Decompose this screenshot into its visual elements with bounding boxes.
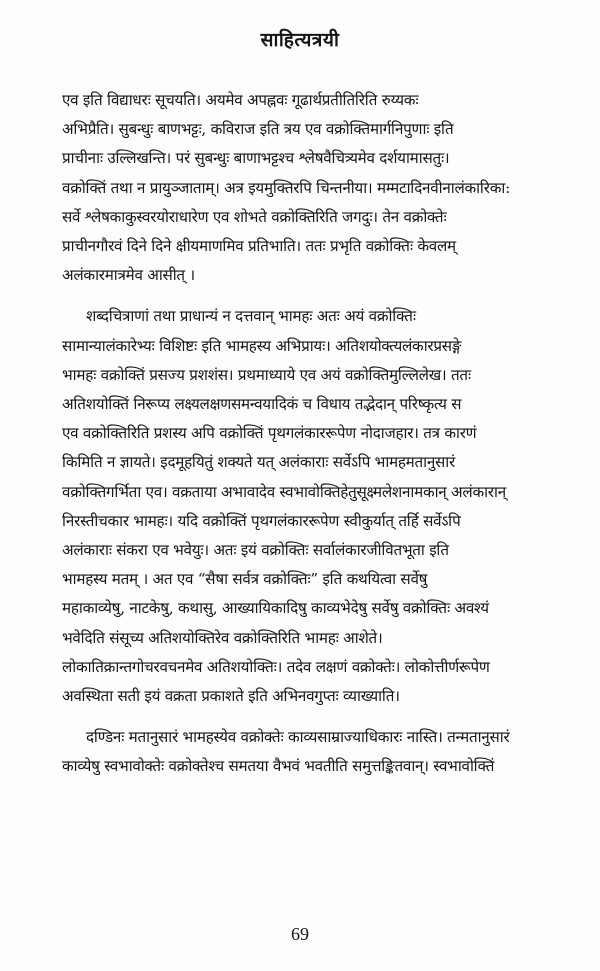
text-line: निरस्तीचकार भामहः। यदि वक्रोक्तिं पृथगलंकाररूपेण स्वीकुर्यात् तर्हि सर्वेऽपि: [62, 511, 461, 530]
text-line: काव्येषु स्वभावोक्तेः वक्रोक्तेश्च समतया वैभवं भवतीति समुत्तङ्कितवान्। स्वभावोक्तिं: [62, 757, 495, 776]
text-line: एव वक्रोक्तिरिति प्रशस्य अपि वक्रोक्तिं पृथगलंकाररूपेण नोदाजहार। तत्र कारणं: [62, 424, 477, 443]
body-text: [62, 86, 570, 794]
text-line: महाकाव्येषु, नाटकेषु, कथासु, आख्यायिकादिषु काव्यभेदेषु सर्वेषु वक्रोक्तिः अवश्यं: [62, 599, 489, 618]
text-line: भामहः वक्रोक्तिं प्रसज्य प्रशशंस। प्रथमाध्याये एव अयं वक्रोक्तिमुल्लिलेख। ततः: [62, 365, 471, 384]
paragraph-2: [62, 302, 570, 711]
text-line: अलंकारमात्रमेव आसीत् ।: [62, 266, 195, 285]
text-line: सामान्यालंकारेभ्यः विशिष्टः इति भामहस्य अभिप्रायः। अतिशयोक्त्यलंकारप्रसङ्गे: [62, 336, 462, 355]
page-number: 69: [291, 924, 309, 944]
text-line: अतिशयोक्तिं निरूप्य लक्ष्यलक्षणसमन्वयादिकं च विधाय तद्भेदान् परिष्कृत्य स: [62, 395, 462, 414]
text-line: लोकातिक्रान्तगोचरवचनमेव अतिशयोक्तिः। तदेव लक्षणं वक्रोक्तेः। लोकोत्तीर्णरूपेण: [62, 657, 490, 676]
text-line: एव इति विद्याधरः सूचयति। अयमेव अपह्नवः गूढार्थप्रतीतिरिति रुय्यकः: [62, 91, 419, 109]
text-line: अवस्थिता सती इयं वक्रता प्रकाशते इति अभिनवगुप्तः व्याख्याति।: [62, 687, 400, 706]
text-line: किमिति न ज्ञायते। इदमूहयितुं शक्यते यत् अलंकाराः सर्वेऽपि भामहमतानुसारं: [62, 453, 455, 472]
text-line: वक्रोक्तिगर्भिता एव। वक्रताया अभावादेव स्वभावोक्तिहेतुसूक्ष्मलेशनामकान् अलंकारान्: [62, 482, 506, 501]
paragraph-3: [62, 723, 570, 781]
text-line: सर्वे श्लेषकाकुस्वरयोराधारेण एव शोभते वक्रोक्तिरिति जगदुः। तेन वक्रोक्तेः: [62, 207, 447, 226]
text-line: भामहस्य मतम् । अत एव “सैषा सर्वत्र वक्रोक्तिः” इति कथयित्वा सर्वेषु: [62, 570, 428, 589]
text-line: प्राचीनगौरवं दिने दिने क्षीयमाणमिव प्रतिभाति। ततः प्रभृति वक्रोक्तिः केवलम्: [62, 237, 456, 256]
text-line: अलंकाराः संकरा एव भवेयुः। अतः इयं वक्रोक्तिः सर्वालंकारजीवितभूता इति: [62, 541, 449, 560]
text-line: प्राचीनाः उल्लिखन्ति। परं सुबन्धुः बाणाभट्टश्च श्लेषवैचित्र्यमेव दर्शयामासतुः।: [62, 149, 450, 168]
text-line: अभिप्रैति। सुबन्धुः बाणभट्टः, कविराज इति त्रय एव वक्रोक्तिमार्गनिपुणाः इति: [62, 120, 454, 139]
text-line: भवेदिति संसूच्य अतिशयोक्तिरेव वक्रोक्तिरिति भामहः आशेते।: [62, 628, 383, 647]
text-line: शब्दचित्राणां तथा प्राधान्यं न दत्तवान् भामहः अतः अयं वक्रोक्तिः: [86, 307, 416, 326]
text-line: वक्रोक्तिं तथा न प्रायुञ्जाताम्। अत्र इयमुक्तिरपि चिन्तनीया। मम्मटादिनवीनालंकारिका:: [62, 178, 510, 197]
running-head: साहित्यत्रयी: [260, 29, 340, 51]
text-line: दण्डिनः मतानुसारं भामहस्येव वक्रोक्तेः काव्यसाम्राज्याधिकारः नास्ति। तन्मतानुसारं: [86, 728, 510, 747]
paragraph-1: [62, 86, 570, 290]
